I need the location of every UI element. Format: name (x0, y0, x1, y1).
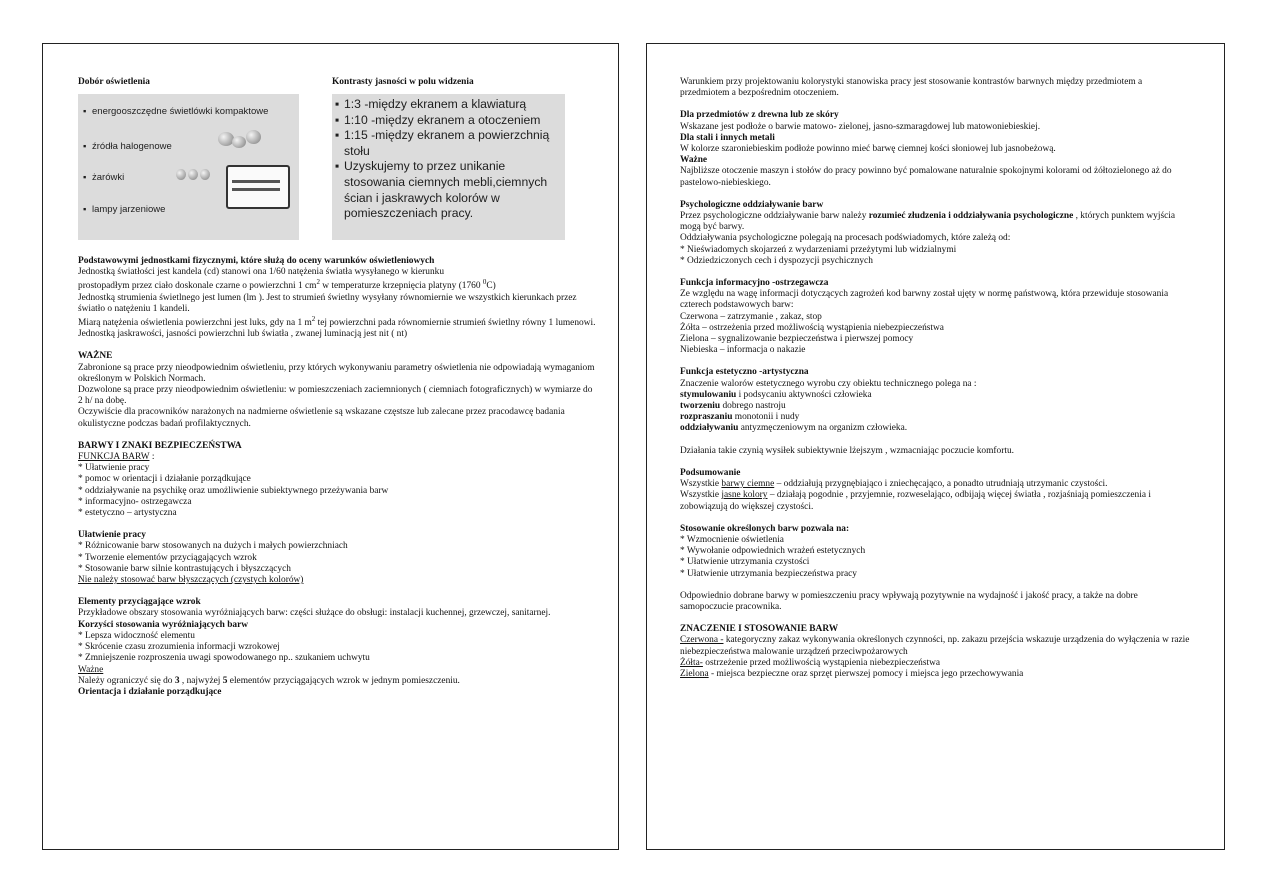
page-left (42, 43, 619, 850)
list-item: * Odziedziczonych cech i dyspozycji psychicznych (680, 255, 873, 266)
contrast-header (332, 77, 582, 88)
list-item: * Wywołanie odpowiednich wrażeń estetycznych (680, 546, 866, 557)
list-item: * Nieświadomych skojarzeń z wydarzeniami przeżytymi lub widzialnymi (680, 244, 957, 255)
psych-p2: Oddziaływania psychologiczne polegają na procesach podświadomych, które zależą od: (680, 233, 1011, 244)
light-bulb-icon (188, 169, 198, 180)
units-p4: Miarą natężenia oświetlenia powierzchni jest luks, gdy na 1 $m^2$ tej powierzchni pada równomiernie strumień świetlny równy 1 lumenowi. (78, 314, 596, 329)
psych-title: Psychologiczne oddziaływanie barw (680, 199, 824, 210)
ease-work-note: Nie należy stosować barw błyszczących (czystych kolorów) (78, 575, 304, 586)
info-p1: Ze względu na wagę informacji dotyczących zagrożeń kod barwny został ujęty w normę państwową, która przewiduje stosowania czterech podstawowych barw: (680, 289, 1169, 311)
lighting-item: ▪ żarówki (92, 172, 124, 183)
list-item: Niebieska – informacja o nakazie (680, 345, 806, 356)
units-p1: Jednostką światłości jest kandela (cd) stanowi ona 1/60 natężenia światła wysyłanego w kierunku (78, 267, 445, 278)
list-item: * Wzmocnienie oświetlenia (680, 534, 784, 545)
lighting-item: ▪ lampy jarzeniowe (92, 204, 165, 215)
list-item: Zielona – sygnalizowanie bezpieczeństwa i pierwszej pomocy (680, 334, 914, 345)
meaning-title: ZNACZENIE I STOSOWANIE BARW (680, 624, 839, 635)
attention-title: Elementy przyciągające wzrok (78, 597, 201, 608)
right-body (680, 77, 1190, 680)
list-item: * Stosowanie barw silnie kontrastujących i błyszczących (78, 563, 291, 574)
lighting-item: ▪ źródła halogenowe (92, 141, 172, 152)
contrast-item: ▪ 1:3 -między ekranem a klawiaturą (344, 97, 565, 113)
meaning-row: Żółta- ostrzeżenie przed możliwością wystąpienia niebezpieczeństwa (680, 657, 941, 668)
benefits-title: Korzyści stosowania wyróżniających barw (78, 619, 249, 630)
units-p5: Jednostką jaskrawości, jasności powierzchni lub światła , zwanej luminacją jest nit ( nt) (78, 329, 408, 340)
halogen-bulb-icon (246, 130, 261, 144)
fluorescent-tube-icon (232, 188, 280, 191)
page-right (646, 43, 1225, 850)
lighting-title: Dobór oświetlenia (78, 77, 150, 87)
important-p2: Dozwolone są prace przy nieodpowiednim oświetleniu: w pomieszczeniach zaciemnionych ( ciemniach fotograficznych) w wymiarze do 2 h/ na dobę. (78, 385, 593, 407)
list-item: * Ułatwienie utrzymania czystości (680, 557, 810, 568)
list-item: * informacyjno- ostrzegawcza (78, 496, 192, 507)
lighting-image (78, 94, 299, 240)
halogen-bulb-icon (232, 136, 246, 148)
important-p1: Zabronione są prace przy nieodpowiednim oświetleniu, przy których wykonywaniu parametry oświetlenia nie odpowiadają wymaganiom określonym w Polskich Normach. (78, 362, 595, 384)
contrast-item: ▪ 1:10 -między ekranem a otoczeniem (344, 113, 565, 129)
list-item: * Tworzenie elementów przyciągających wzrok (78, 552, 257, 563)
attention-limit: Należy ograniczyć się do 3 , najwyżej 5 elementów przyciągających wzrok w jednym pomieszczeniu. (78, 675, 460, 686)
light-bulb-icon (200, 169, 210, 180)
fluorescent-lamp-icon (226, 165, 290, 209)
summary-dark: Wszystkie barwy ciemne – oddziałują przygnębiająco i zniechęcająco, a ponadto utrudniają utrzymanic czystości. (680, 479, 1108, 490)
attention-p1: Przykładowe obszary stosowania wyróżniających barw: części służące do obsługi: instalacji kuchennej, grzewczej, sanitarnej. (78, 608, 551, 619)
contrast-image (332, 94, 565, 240)
fluorescent-tube-icon (232, 180, 280, 183)
ease-work-title: Ułatwienie pracy (78, 530, 146, 541)
list-item: Żółta – ostrzeżenia przed możliwością wystąpienia niebezpieczeństwa (680, 322, 944, 333)
list-item: Czerwona – zatrzymanie , zakaz, stop (680, 311, 822, 322)
important-text: Najbliższe otoczenie maszyn i stołów do pracy powinno być pomalowane naturalnie spokojnymi kolorami od żółtozielonego aż do pastelowo-niebieskiego. (680, 166, 1172, 188)
color-function-heading: FUNKCJA BARW : (78, 452, 155, 463)
aesthetic-row: stymulowaniu i podsycaniu aktywności człowieka (680, 389, 872, 400)
summary-light: Wszystkie jasne kolory – działają pogodnie , przyjemnie, rozweselająco, odbijają więcej światła , rozjaśniają pomieszczenia i zobowiązują do większej czystości. (680, 490, 1151, 512)
info-title: Funkcja informacyjno -ostrzegawcza (680, 278, 829, 289)
aesthetic-p2: Działania takie czynią wysiłek subiektywnie lżejszym , wzmacniając poczucie komfortu. (680, 445, 1014, 456)
lighting-item: ▪ energooszczędne świetlówki kompaktowe (92, 106, 268, 117)
list-item: * Skrócenie czasu zrozumienia informacji wzrokowej (78, 642, 280, 653)
contrast-item: ▪ 1:15 -między ekranem a powierzchnią stołu (344, 128, 565, 159)
list-item: * Ułatwienie pracy (78, 463, 150, 474)
usage-title: Stosowanie określonych barw pozwala na: (680, 523, 850, 534)
list-item: * Zmniejszenie rozproszenia uwagi spowodowanego np.. szukaniem uchwytu (78, 653, 370, 664)
list-item: * Różnicowanie barw stosowanych na dużych i małych powierzchniach (78, 541, 348, 552)
colors-signs-title: BARWY I ZNAKI BEZPIECZEŃSTWA (78, 440, 242, 451)
aesthetic-row: rozpraszaniu monotonii i nudy (680, 412, 800, 423)
usage-p2: Odpowiednio dobrane barwy w pomieszczeniu pracy wpływają pozytywnie na wydajność i jakość pracy, a także na dobre samopoczucie pracownika. (680, 590, 1138, 612)
psych-p1: Przez psychologiczne oddziaływanie barw należy rozumieć złudzenia i oddziaływania psychologiczne , których punktem wyjścia mogą być barwy. (680, 211, 1176, 233)
contrast-title: Kontrasty jasności w polu widzenia (332, 77, 474, 87)
attention-important-label: Ważne (78, 664, 104, 675)
units-p2: prostopadłym przez ciało doskonale czarne o powierzchni 1 $cm^2$ w temperaturze krzepnięcia platyny (1760 $^0$C) (78, 278, 496, 292)
important-title: Ważne (680, 155, 708, 166)
meaning-row: Czerwona - kategoryczny zakaz wykonywania określonych czynności, np. zakazu przejścia wskazuje urządzenia do wyłączenia w razie niebezpieczeństwa malowanie urządzeń przeciwpożarowych (680, 635, 1190, 657)
wood-title: Dla przedmiotów z drewna lub ze skóry (680, 110, 839, 121)
list-item: * Lepsza widoczność elementu (78, 630, 195, 641)
light-bulb-icon (176, 169, 186, 180)
aesthetic-p1: Znaczenie walorów estetycznego wyrobu czy obiektu technicznego polega na : (680, 378, 977, 389)
left-body (78, 256, 598, 698)
list-item: * Ułatwienie utrzymania bezpieczeństwa pracy (680, 568, 857, 579)
list-item: * pomoc w orientacji i działanie porządkujące (78, 474, 251, 485)
units-p3: Jednostką strumienia świetlnego jest lumen (lm ). Jest to strumień świetlny wysyłany równomiernie we wszystkich kierunkach przez światło o natężeniu 1 kandeli. (78, 292, 577, 314)
orientation-title: Orientacja i działanie porządkujące (78, 686, 222, 697)
aesthetic-row: tworzeniu dobrego nastroju (680, 401, 786, 412)
meaning-row: Zielona - miejsca bezpieczne oraz sprzęt pierwszej pomocy i miejsca jego przechowywania (680, 668, 1024, 679)
aesthetic-row: oddziaływaniu antyzmęczeniowym na organizm człowieka. (680, 423, 908, 434)
intro-text: Warunkiem przy projektowaniu kolorystyki stanowiska pracy jest stosowanie kontrastów barwnych między przedmiotem a przedmiotem a bezpośrednim otoczeniem. (680, 77, 1143, 99)
important-title: WAŻNE (78, 351, 113, 362)
steel-title: Dla stali i innych metali (680, 132, 775, 143)
important-p3: Oczywiście dla pracowników narażonych na nadmierne oświetlenie są wskazane częstsze lub zalecane przez pracodawcę badania okulistyczne podczas badań profilaktycznych. (78, 407, 565, 429)
lighting-header (78, 77, 328, 88)
contrast-item: ▪ Uzyskujemy to przez unikanie stosowania ciemnych mebli,ciemnych ścian i jaskrawych kolorów w pomieszczeniach pracy. (344, 159, 565, 221)
list-item: * estetyczno – artystyczna (78, 508, 177, 519)
aesthetic-title: Funkcja estetyczno -artystyczna (680, 367, 809, 378)
steel-text: W kolorze szaroniebieskim podłoże powinno mieć barwę ciemnej kości słoniowej lub jasnobeżową. (680, 144, 1056, 155)
summary-title: Podsumowanie (680, 467, 741, 478)
wood-text: Wskazane jest podłoże o barwie matowo- zielonej, jasno-szmaragdowej lub matowoniebieskiej. (680, 121, 1041, 132)
units-title: Podstawowymi jednostkami fizycznymi, które służą do oceny warunków oświetleniowych (78, 256, 435, 266)
list-item: * oddziaływanie na psychikę oraz umożliwienie subiektywnego przeżywania barw (78, 485, 389, 496)
